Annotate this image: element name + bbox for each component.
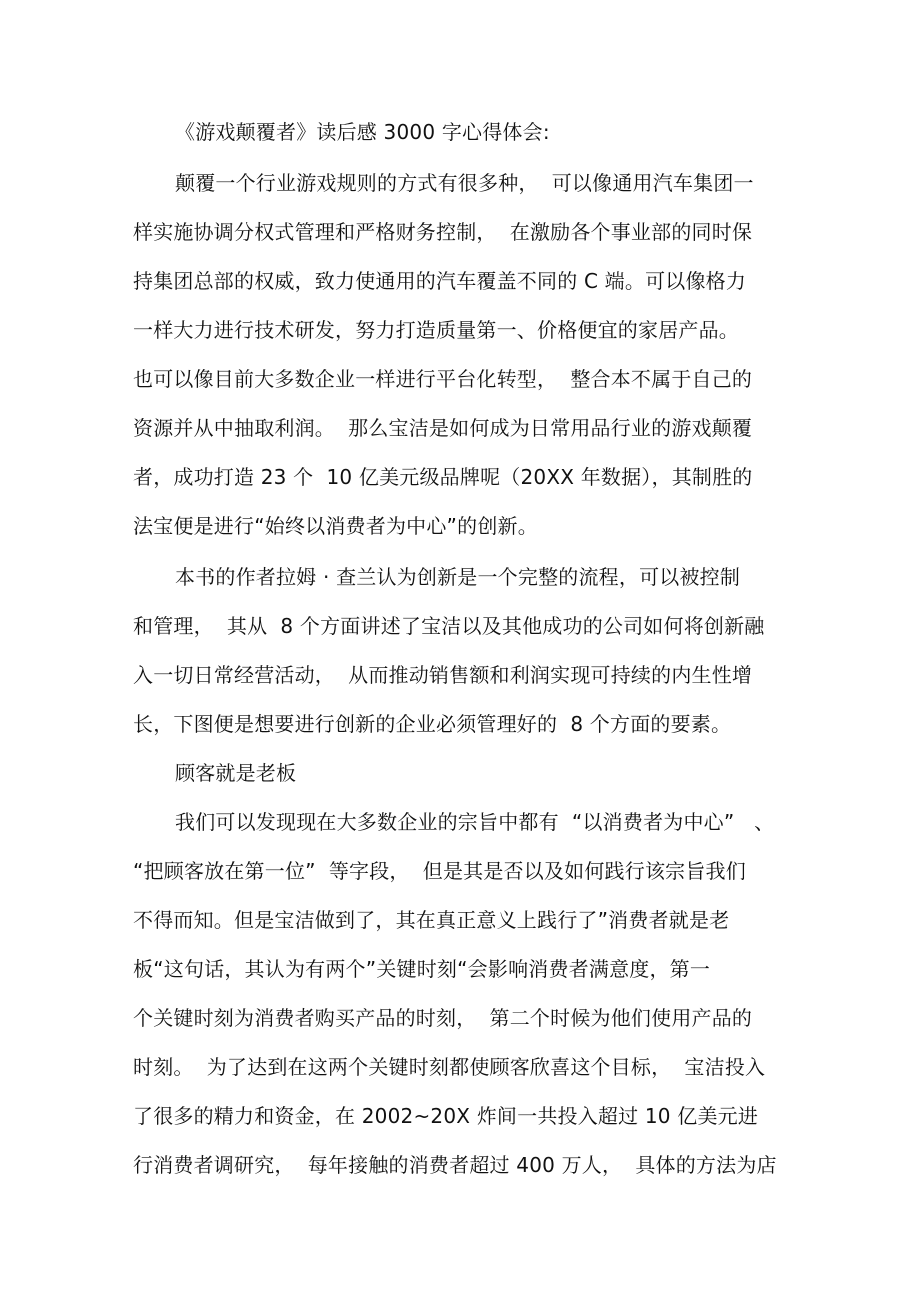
paragraph-1-line-8: 法宝便是进行“始终以消费者为中心”的创新。 — [133, 514, 538, 538]
paragraph-1-line-5: 也可以像目前大多数企业一样进行平台化转型， 整合本不属于自己的 — [133, 367, 753, 391]
paragraph-3-line-2: “把顾客放在第一位” 等字段， 但是其是否以及如何践行该宗旨我们 — [133, 859, 746, 883]
paragraph-1-line-1: 颠覆一个行业游戏规则的方式有很多种， 可以像通用汽车集团一 — [175, 171, 754, 195]
paragraph-2-line-1: 本书的作者拉姆 · 查兰认为创新是一个完整的流程，可以被控制 — [175, 565, 741, 589]
paragraph-3-line-4: 板“这句话，其认为有两个”关键时刻“会影响消费者满意度，第一 — [133, 957, 711, 981]
paragraph-3-line-5: 个关键时刻为消费者购买产品的时刻， 第二个时候为他们使用产品的 — [133, 1006, 753, 1030]
paragraph-3-line-7: 了很多的精力和资金，在 2002~20X 炸间一共投入超过 10 亿美元进 — [133, 1104, 759, 1128]
paragraph-2-line-2: 和管理， 其从 8 个方面讲述了宝洁以及其他成功的公司如何将创新融 — [133, 614, 765, 638]
document-title: 《游戏颠覆者》读后感 3000 字心得体会: — [175, 120, 550, 144]
paragraph-3-line-6: 时刻。 为了达到在这两个关键时刻都使顾客欣喜这个目标， 宝洁投入 — [133, 1055, 766, 1079]
paragraph-1-line-3: 持集团总部的权威，致力使通用的汽车覆盖不同的 C 端。可以像格力 — [133, 269, 747, 293]
paragraph-2-line-3: 入一切日常经营活动， 从而推动销售额和利润实现可持续的内生性增 — [133, 663, 753, 687]
section-heading: 顾客就是老板 — [175, 761, 297, 785]
paragraph-3-line-1: 我们可以发现现在大多数企业的宗旨中都有 “以消费者为中心” 、 — [175, 810, 775, 834]
paragraph-1-line-2: 样实施协调分权式管理和严格财务控制， 在激励各个事业部的同时保 — [133, 220, 753, 244]
paragraph-3-line-3: 不得而知。但是宝洁做到了，其在真正意义上践行了”消费者就是老 — [133, 908, 730, 932]
paragraph-2-line-4: 长，下图便是想要进行创新的企业必须管理好的 8 个方面的要素。 — [133, 712, 732, 736]
paragraph-1-line-7: 者，成功打造 23 个 10 亿美元级品牌呢（20XX 年数据），其制胜的 — [133, 465, 753, 489]
paragraph-1-line-4: 一样大力进行技术研发，努力打造质量第一、价格便宜的家居产品。 — [133, 318, 739, 342]
paragraph-1-line-6: 资源并从中抽取利润。 那么宝洁是如何成为日常用品行业的游戏颠覆 — [133, 416, 753, 440]
paragraph-3-line-8: 行消费者调研究， 每年接触的消费者超过 400 万人， 具体的方法为店 — [133, 1153, 777, 1177]
